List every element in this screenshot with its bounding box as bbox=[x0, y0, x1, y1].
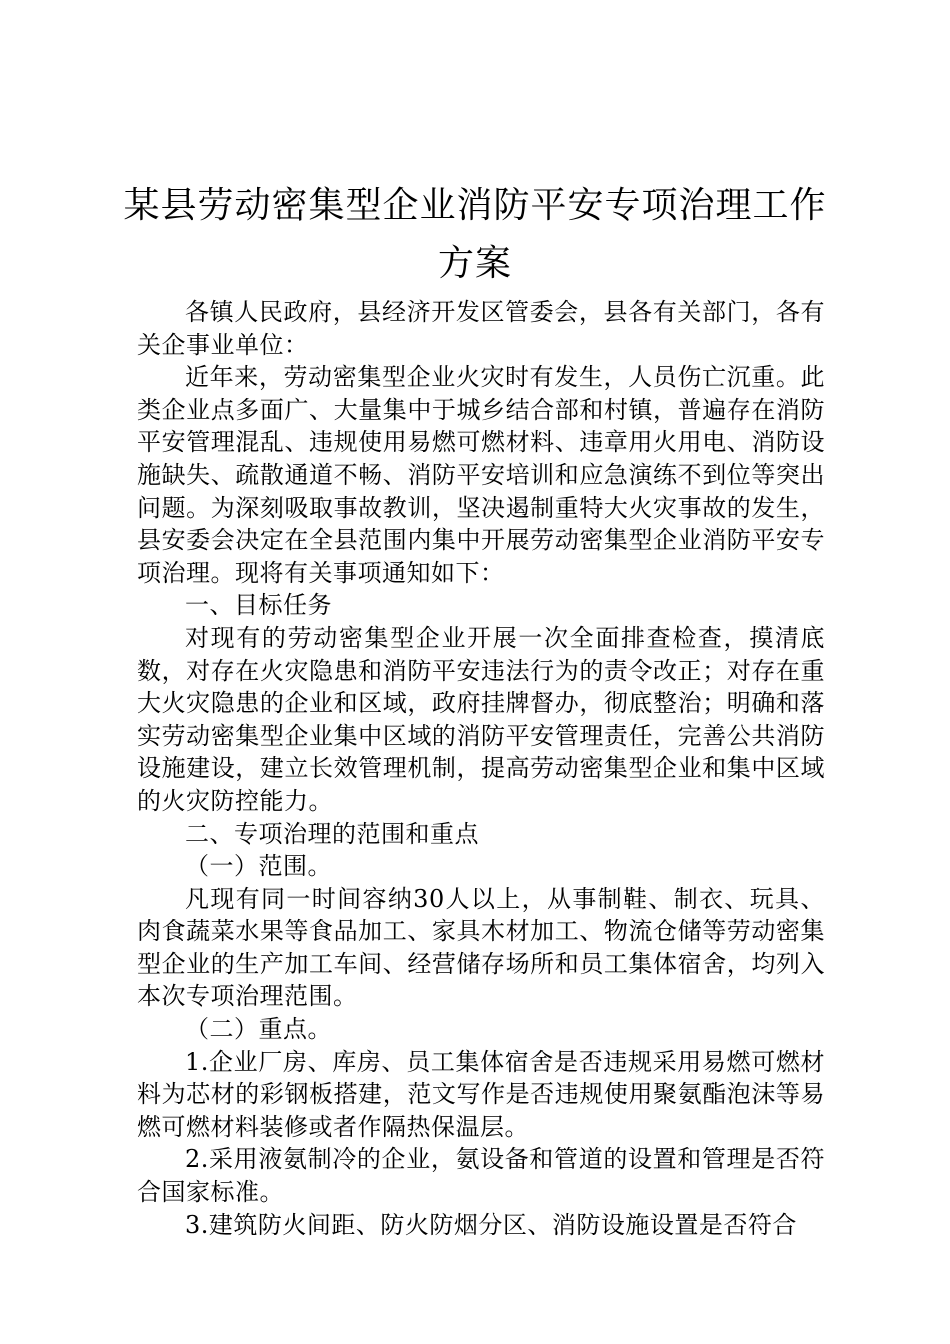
section-heading-goals: 一、目标任务 bbox=[185, 591, 332, 620]
focus-item-1: 1.企业厂房、库房、员工集体宿舍是否违规采用易燃可燃材料为芯材的彩钢板搭建，范文写作是否违规使用聚氨酯泡沫等易燃可燃材料装修或者作隔热保温层。 bbox=[137, 1047, 825, 1141]
document-body bbox=[137, 296, 825, 1241]
subheading-focus: （二）重点。 bbox=[185, 1015, 332, 1044]
document-title-line-1: 某县劳动密集型企业消防平安专项治理工作 bbox=[123, 185, 827, 226]
focus-item-2: 2.采用液氨制冷的企业，氨设备和管道的设置和管理是否符合国家标准。 bbox=[137, 1145, 825, 1207]
document-title-line-2: 方案 bbox=[437, 243, 512, 284]
subheading-scope: （一）范围。 bbox=[185, 852, 332, 881]
intro-paragraph: 近年来，劳动密集型企业火灾时有发生，人员伤亡沉重。此类企业点多面广、大量集中于城乡结合部和村镇，普遍存在消防平安管理混乱、违规使用易燃可燃材料、违章用火用电、消防设施缺失、疏散通道不畅、消防平安培训和应急演练不到位等突出问题。为深刻吸取事故教训，坚决遏制重特大火灾事故的发生，县安委会决定在全县范围内集中开展劳动密集型企业消防平安专项治理。现将有关事项通知如下： bbox=[137, 363, 825, 587]
scope-paragraph: 凡现有同一时间容纳30人以上，从事制鞋、制衣、玩具、肉食蔬菜水果等食品加工、家具木材加工、物流仓储等劳动密集型企业的生产加工车间、经营储存场所和员工集体宿舍，均列入本次专项治理范围。 bbox=[137, 884, 825, 1011]
goals-paragraph: 对现有的劳动密集型企业开展一次全面排查检查，摸清底数，对存在火灾隐患和消防平安违法行为的责令改正；对存在重大火灾隐患的企业和区域，政府挂牌督办，彻底整治；明确和落实劳动密集型企业集中区域的消防平安管理责任，完善公共消防设施建设，建立长效管理机制，提高劳动密集型企业和集中区域的火灾防控能力。 bbox=[137, 623, 825, 815]
focus-item-3: 3.建筑防火间距、防火防烟分区、消防设施设置是否符合 bbox=[185, 1210, 797, 1239]
salutation-paragraph: 各镇人民政府，县经济开发区管委会，县各有关部门，各有关企事业单位： bbox=[137, 298, 825, 359]
section-heading-scope: 二、专项治理的范围和重点 bbox=[185, 819, 479, 848]
